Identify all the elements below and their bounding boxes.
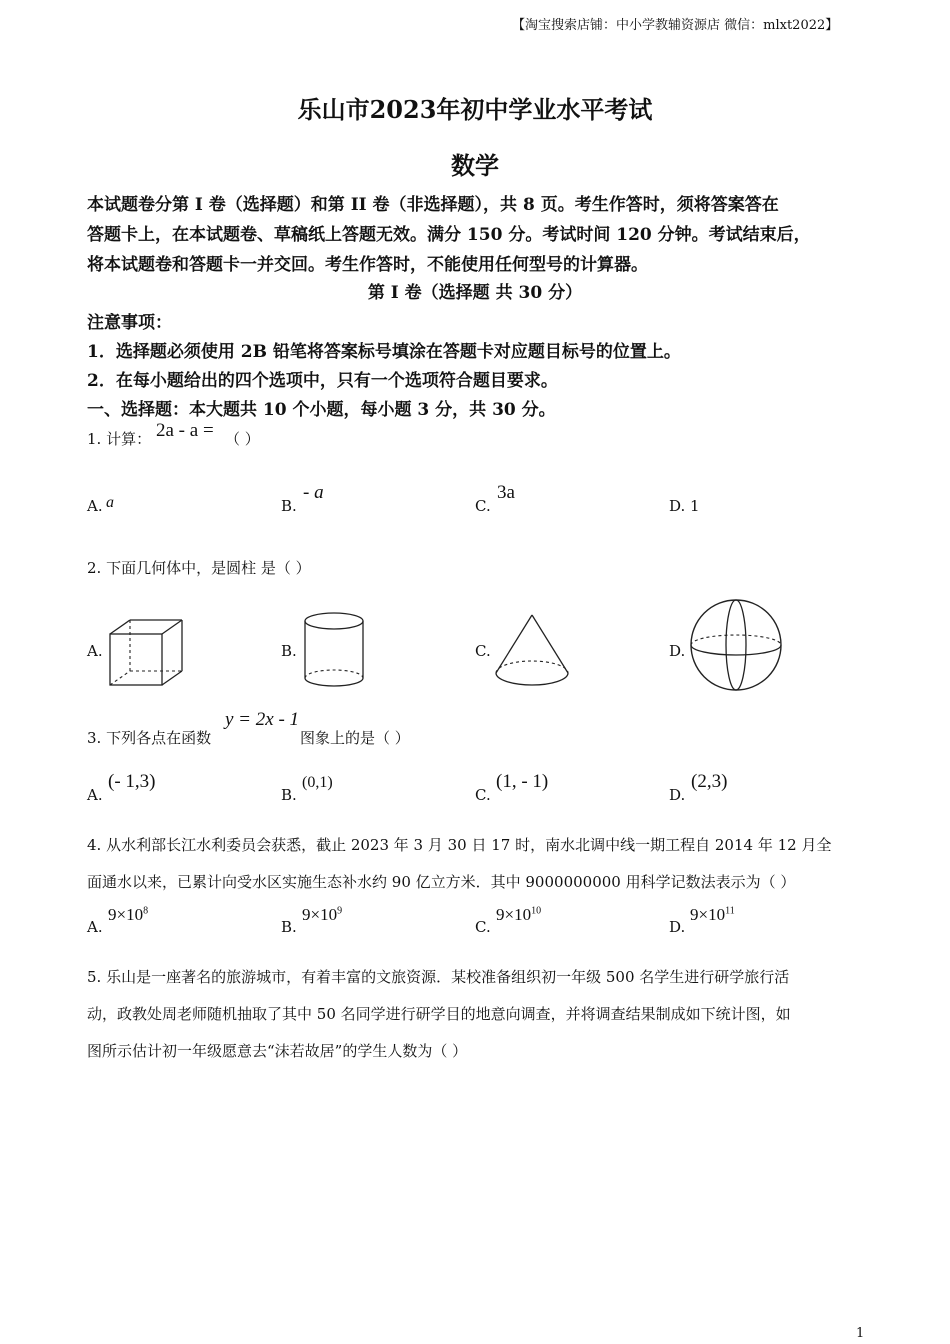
q4-stem-line-1: 4. 从水利部长江水利委员会获悉，截止 2023 年 3 月 30 日 17 时，南水北调中线一期工程自 2014 年 12 月全: [87, 836, 832, 854]
q5-line-2: 动，政教处周老师随机抽取了其中 50 名同学进行研学目的地意向调查，并将调查结果制成如下统计图，如: [87, 1005, 791, 1023]
note-1: 1．选择题必须使用 2B 铅笔将答案标号填涂在答题卡对应题目标号的位置上。: [87, 342, 681, 362]
q3-option-c-value: (1, - 1): [496, 771, 549, 792]
q1-expr: 2a - a =: [156, 420, 214, 441]
q3-option-d-value: (2,3): [691, 771, 728, 792]
part1-title: 第 I 卷（选择题 共 30 分）: [367, 283, 583, 303]
q1-option-c-value: 3a: [497, 482, 515, 503]
q4-option-b-label: B.: [281, 918, 297, 936]
q3-option-c-label: C.: [475, 786, 491, 804]
q4-option-d-label: D.: [669, 918, 686, 936]
q4-option-b-value: $9\times 10^9$: [302, 905, 343, 924]
q4-option-c-label: C.: [475, 918, 491, 936]
q2-option-c-label: C.: [475, 642, 491, 660]
subject-title: 数学: [451, 151, 499, 180]
q3-option-a-label: A.: [87, 786, 103, 804]
intro-line-1: 本试题卷分第 I 卷（选择题）和第 II 卷（非选择题），共 8 页。考生作答时，须将答案答在: [87, 195, 779, 215]
q4-option-c-value: $9\times 10^{10}$: [496, 905, 542, 924]
q1-option-a-value: a: [106, 494, 114, 511]
cylinder-icon: [300, 610, 368, 690]
q1-option-d-label: D.: [669, 497, 686, 515]
cube-icon: [106, 617, 186, 689]
q5-line-1: 5. 乐山是一座著名的旅游城市，有着丰富的文旅资源．某校准备组织初一年级 500 名学生进行研学旅行活: [87, 968, 790, 986]
q4-option-d-value: $9\times 10^{11}$: [690, 905, 735, 924]
q1-option-b-value: - a: [303, 482, 324, 503]
q3-option-b-value: (0,1): [302, 774, 333, 791]
q1-paren: （ ）: [225, 430, 260, 448]
q5-line-3: 图所示估计初一年级愿意去“沫若故居”的学生人数为（ ）: [87, 1042, 468, 1060]
header-note: 【淘宝搜索店铺：中小学教辅资源店 微信：mlxt2022】: [512, 18, 839, 33]
intro-line-2: 答题卡上，在本试题卷、草稿纸上答题无效。满分 150 分。考试时间 120 分钟。考试结束后，: [87, 225, 811, 245]
intro-line-3: 将本试题卷和答题卡一并交回。考生作答时，不能使用任何型号的计算器。: [87, 255, 648, 275]
q4-option-a-value: $9\times 10^8$: [108, 905, 149, 924]
q3-option-a-value: (- 1,3): [108, 771, 156, 792]
q1-option-a-label: A.: [87, 497, 103, 515]
q3-stem-tail: 图象上的是（ ）: [300, 729, 410, 747]
q4-stem-line-2: 面通水以来，已累计向受水区实施生态补水约 90 亿立方米．其中 9000000000 用科学记数法表示为（ ）: [87, 873, 796, 891]
q2-option-d-label: D.: [669, 642, 686, 660]
q3-stem: 3. 下列各点在函数: [87, 729, 212, 747]
q1-stem: 1. 计算：: [87, 430, 152, 448]
q1-option-c-label: C.: [475, 497, 491, 515]
page-number: 1: [856, 1326, 865, 1341]
q2-option-b-label: B.: [281, 642, 297, 660]
q3-option-b-label: B.: [281, 786, 297, 804]
q2-stem: 2. 下面几何体中，是圆柱 是（ ）: [87, 559, 311, 577]
note-2: 2．在每小题给出的四个选项中，只有一个选项符合题目要求。: [87, 371, 558, 391]
q2-option-a-label: A.: [87, 642, 103, 660]
section1-title: 一、选择题：本大题共 10 个小题，每小题 3 分，共 30 分。: [87, 400, 556, 420]
notes-title: 注意事项：: [87, 313, 172, 333]
q1-option-d-value: 1: [690, 497, 700, 515]
exam-title: 乐山市2023年初中学业水平考试: [297, 95, 653, 124]
q4-option-a-label: A.: [87, 918, 103, 936]
q3-func: y = 2x - 1: [225, 709, 300, 730]
cone-icon: [493, 612, 573, 690]
sphere-icon: [689, 598, 785, 692]
q1-option-b-label: B.: [281, 497, 297, 515]
q3-option-d-label: D.: [669, 786, 686, 804]
